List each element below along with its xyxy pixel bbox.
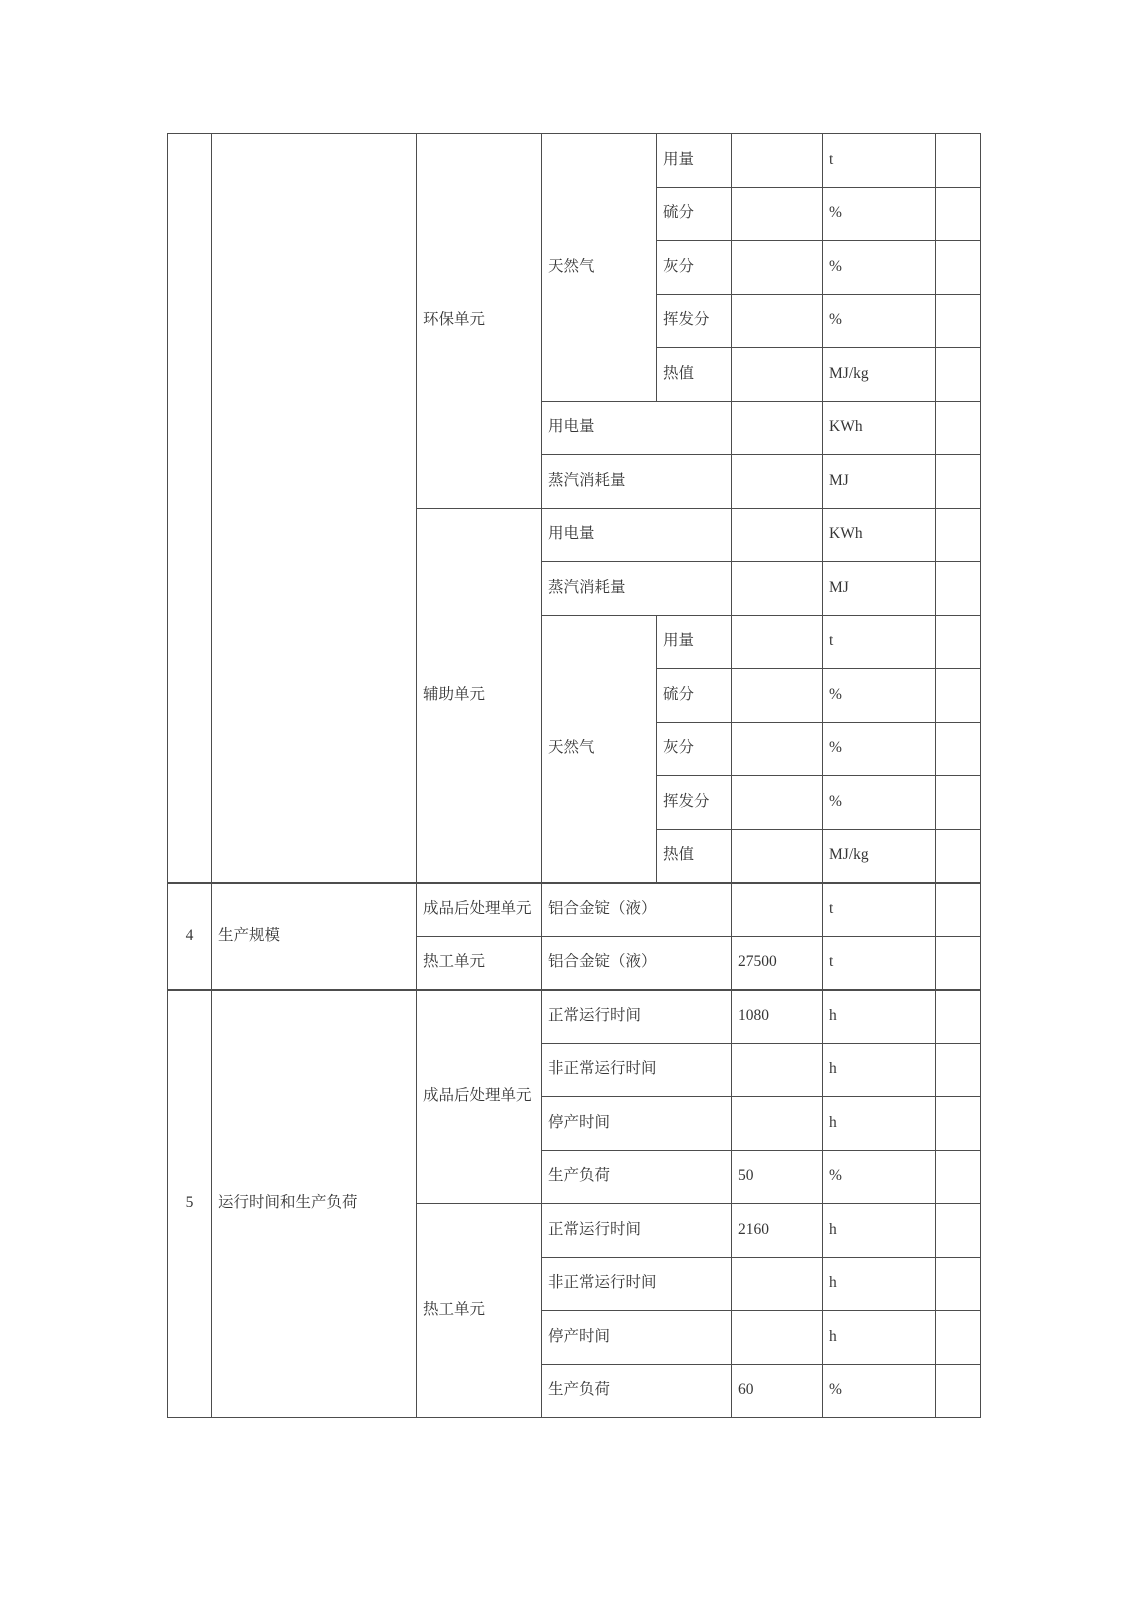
spec-table <box>167 133 981 1418</box>
cell-unit: t <box>823 936 936 990</box>
cell-unit: h <box>823 1043 936 1097</box>
cell-unit: % <box>823 722 936 776</box>
table-row <box>168 883 981 937</box>
cell-value <box>732 294 823 348</box>
table-row <box>168 134 981 188</box>
cell-unit: MJ <box>823 455 936 509</box>
cell-extra <box>936 990 981 1044</box>
cell-unit-group: 热工单元 <box>417 936 542 990</box>
cell-sub-item: 硫分 <box>657 669 732 723</box>
cell-value <box>732 134 823 188</box>
cell-extra <box>936 936 981 990</box>
cell-extra <box>936 1364 981 1418</box>
cell-unit-group: 热工单元 <box>417 1204 542 1418</box>
cell-value <box>732 348 823 402</box>
cell-value <box>732 722 823 776</box>
cell-sub-item: 热值 <box>657 348 732 402</box>
cell-item: 生产负荷 <box>542 1150 732 1204</box>
cell-unit: MJ/kg <box>823 348 936 402</box>
cell-unit: h <box>823 990 936 1044</box>
cell-value <box>732 829 823 883</box>
cell-unit: MJ/kg <box>823 829 936 883</box>
cell-item: 蒸汽消耗量 <box>542 455 732 509</box>
cell-extra <box>936 401 981 455</box>
cell-item: 正常运行时间 <box>542 990 732 1044</box>
cell-item: 蒸汽消耗量 <box>542 562 732 616</box>
cell-sub-item: 硫分 <box>657 187 732 241</box>
cell-extra <box>936 508 981 562</box>
cell-unit: h <box>823 1097 936 1151</box>
cell-unit: KWh <box>823 401 936 455</box>
cell-value <box>732 669 823 723</box>
cell-sub-item: 灰分 <box>657 241 732 295</box>
cell-extra <box>936 615 981 669</box>
cell-extra <box>936 134 981 188</box>
cell-value: 50 <box>732 1150 823 1204</box>
cell-sub-item: 挥发分 <box>657 776 732 830</box>
cell-unit: % <box>823 1150 936 1204</box>
cell-extra <box>936 829 981 883</box>
cell-unit-group: 辅助单元 <box>417 508 542 883</box>
cell-unit: h <box>823 1204 936 1258</box>
cell-value <box>732 883 823 937</box>
cell-item: 停产时间 <box>542 1097 732 1151</box>
cell-sub-item: 用量 <box>657 134 732 188</box>
cell-extra <box>936 241 981 295</box>
cell-category: 生产规模 <box>212 883 417 990</box>
cell-extra <box>936 669 981 723</box>
cell-value: 27500 <box>732 936 823 990</box>
cell-unit: % <box>823 669 936 723</box>
cell-category: 运行时间和生产负荷 <box>212 990 417 1418</box>
cell-sub-item: 挥发分 <box>657 294 732 348</box>
cell-value: 2160 <box>732 1204 823 1258</box>
cell-extra <box>936 1043 981 1097</box>
cell-value <box>732 1097 823 1151</box>
cell-extra <box>936 776 981 830</box>
cell-num: 5 <box>168 990 212 1418</box>
cell-item: 正常运行时间 <box>542 1204 732 1258</box>
cell-item: 非正常运行时间 <box>542 1257 732 1311</box>
cell-unit-group: 环保单元 <box>417 134 542 509</box>
cell-value <box>732 241 823 295</box>
cell-item: 天然气 <box>542 615 657 883</box>
cell-value <box>732 401 823 455</box>
cell-item: 停产时间 <box>542 1311 732 1365</box>
cell-extra <box>936 562 981 616</box>
cell-item: 用电量 <box>542 508 732 562</box>
cell-sub-item: 灰分 <box>657 722 732 776</box>
cell-value <box>732 508 823 562</box>
table-row <box>168 990 981 1044</box>
cell-unit: t <box>823 883 936 937</box>
cell-unit: h <box>823 1311 936 1365</box>
cell-unit: % <box>823 776 936 830</box>
cell-item: 非正常运行时间 <box>542 1043 732 1097</box>
cell-extra <box>936 1097 981 1151</box>
cell-extra <box>936 348 981 402</box>
cell-unit: % <box>823 1364 936 1418</box>
cell-value: 1080 <box>732 990 823 1044</box>
cell-sub-item: 热值 <box>657 829 732 883</box>
cell-extra <box>936 187 981 241</box>
cell-value <box>732 1043 823 1097</box>
cell-extra <box>936 722 981 776</box>
cell-unit: t <box>823 615 936 669</box>
cell-category <box>212 134 417 883</box>
cell-value <box>732 1257 823 1311</box>
cell-unit: % <box>823 294 936 348</box>
cell-value <box>732 187 823 241</box>
cell-unit-group: 成品后处理单元 <box>417 990 542 1204</box>
cell-extra <box>936 1150 981 1204</box>
cell-num: 4 <box>168 883 212 990</box>
cell-num <box>168 134 212 883</box>
cell-extra <box>936 1311 981 1365</box>
cell-extra <box>936 1204 981 1258</box>
cell-unit: KWh <box>823 508 936 562</box>
cell-value: 60 <box>732 1364 823 1418</box>
cell-extra <box>936 1257 981 1311</box>
cell-unit-group: 成品后处理单元 <box>417 883 542 937</box>
cell-unit: % <box>823 241 936 295</box>
cell-item: 天然气 <box>542 134 657 402</box>
cell-item: 生产负荷 <box>542 1364 732 1418</box>
cell-extra <box>936 455 981 509</box>
cell-value <box>732 615 823 669</box>
cell-value <box>732 776 823 830</box>
cell-item: 用电量 <box>542 401 732 455</box>
cell-value <box>732 455 823 509</box>
cell-sub-item: 用量 <box>657 615 732 669</box>
cell-extra <box>936 294 981 348</box>
cell-extra <box>936 883 981 937</box>
cell-value <box>732 1311 823 1365</box>
table-body <box>168 134 981 1418</box>
cell-value <box>732 562 823 616</box>
cell-unit: t <box>823 134 936 188</box>
cell-unit: h <box>823 1257 936 1311</box>
cell-unit: MJ <box>823 562 936 616</box>
cell-item: 铝合金锭（液） <box>542 883 732 937</box>
cell-unit: % <box>823 187 936 241</box>
cell-item: 铝合金锭（液） <box>542 936 732 990</box>
